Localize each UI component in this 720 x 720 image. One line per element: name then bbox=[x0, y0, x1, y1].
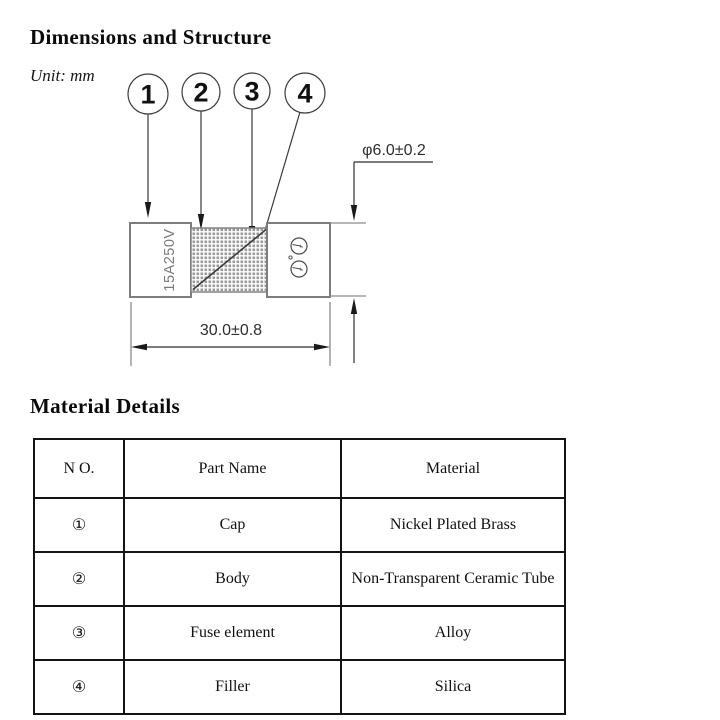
callout-1 bbox=[128, 74, 168, 218]
header-material: Material bbox=[341, 439, 565, 498]
header-part-name: Part Name bbox=[124, 439, 341, 498]
row-material: Alloy bbox=[341, 606, 565, 660]
table-header-row bbox=[34, 439, 565, 498]
row-material: Silica bbox=[341, 660, 565, 714]
arrowhead bbox=[131, 344, 147, 350]
header-no: N O. bbox=[34, 439, 124, 498]
row-part-name: Fuse element bbox=[124, 606, 341, 660]
callout-number: 2 bbox=[193, 77, 209, 108]
callout-3 bbox=[234, 73, 270, 242]
arrowhead bbox=[314, 344, 330, 350]
arrowhead bbox=[351, 205, 357, 221]
callout-number: 3 bbox=[244, 76, 260, 107]
cap-right bbox=[267, 223, 330, 297]
callout-number: 1 bbox=[140, 79, 156, 110]
svg-text:ƒ: ƒ bbox=[292, 242, 305, 250]
row-part-name: Body bbox=[124, 552, 341, 606]
page-title: Dimensions and Structure bbox=[30, 25, 272, 49]
callout-number: 4 bbox=[297, 78, 313, 109]
arrowhead bbox=[351, 298, 357, 314]
row-no: ② bbox=[34, 552, 124, 606]
row-material: Nickel Plated Brass bbox=[341, 498, 565, 552]
row-part-name: Cap bbox=[124, 498, 341, 552]
cap-marking: 15A250V bbox=[162, 228, 179, 292]
diameter-dimension-label: φ6.0±0.2 bbox=[362, 141, 426, 159]
table-row bbox=[34, 498, 565, 552]
unit-label: Unit: mm bbox=[30, 66, 95, 85]
row-material: Non-Transparent Ceramic Tube bbox=[341, 552, 565, 606]
table-row bbox=[34, 552, 565, 606]
material-table bbox=[33, 438, 566, 715]
diameter-dimension bbox=[351, 142, 433, 363]
table-row bbox=[34, 660, 565, 714]
row-no: ① bbox=[34, 498, 124, 552]
table-row bbox=[34, 606, 565, 660]
fuse-drawing bbox=[130, 223, 366, 297]
row-no: ③ bbox=[34, 606, 124, 660]
row-part-name: Filler bbox=[124, 660, 341, 714]
length-dimension-label: 30.0±0.8 bbox=[199, 321, 263, 339]
row-no: ④ bbox=[34, 660, 124, 714]
length-dimension bbox=[131, 302, 330, 366]
callout-2 bbox=[182, 73, 220, 230]
arrowhead bbox=[145, 202, 151, 218]
material-details-title: Material Details bbox=[30, 394, 180, 418]
cap-left bbox=[130, 223, 191, 297]
svg-text:ƒ: ƒ bbox=[292, 265, 305, 273]
